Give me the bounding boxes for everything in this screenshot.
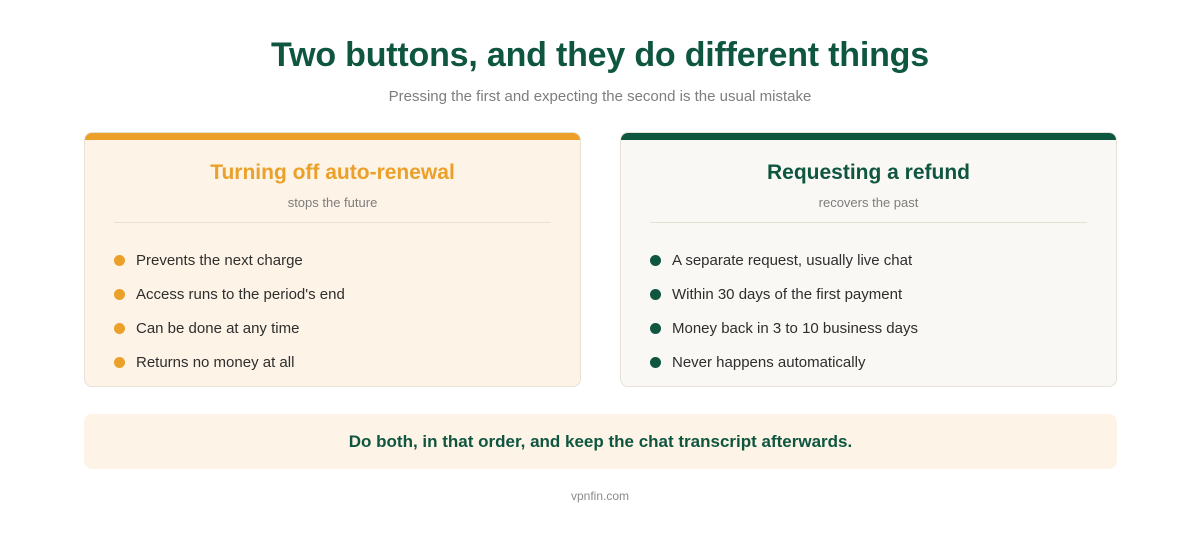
refund-card (620, 132, 1117, 387)
list-item (650, 311, 1096, 345)
bullet-dot-icon (114, 289, 125, 300)
list-item-text: Can be done at any time (136, 319, 300, 337)
card-divider (650, 222, 1087, 223)
card-title: Turning off auto-renewal (210, 161, 455, 184)
auto-renewal-card (84, 132, 581, 387)
list-item (114, 345, 560, 379)
site-footer: vpnfin.com (570, 489, 630, 503)
bullet-dot-icon (114, 323, 125, 334)
list-item-text: A separate request, usually live chat (672, 251, 913, 269)
bullet-dot-icon (650, 323, 661, 334)
list-item-text: Money back in 3 to 10 business days (672, 319, 918, 337)
bullet-dot-icon (650, 255, 661, 266)
card-item-list (650, 243, 1096, 379)
card-item-list (114, 243, 560, 379)
list-item-text: Prevents the next charge (136, 251, 303, 269)
bullet-dot-icon (650, 289, 661, 300)
card-subtitle: recovers the past (818, 195, 919, 210)
advice-note-text: Do both, in that order, and keep the chat transcript afterwards. (348, 431, 853, 451)
list-item (114, 311, 560, 345)
list-item (114, 243, 560, 277)
card-accent-bar (621, 133, 1116, 140)
list-item (650, 277, 1096, 311)
bullet-dot-icon (114, 357, 125, 368)
list-item (650, 243, 1096, 277)
page-subtitle: Pressing the first and expecting the second is the usual mistake (388, 88, 812, 105)
bullet-dot-icon (650, 357, 661, 368)
card-title: Requesting a refund (766, 161, 971, 184)
list-item-text: Returns no money at all (136, 353, 295, 371)
card-subtitle: stops the future (287, 195, 378, 210)
card-accent-bar (85, 133, 580, 140)
list-item-text: Never happens automatically (672, 353, 866, 371)
list-item-text: Access runs to the period's end (136, 285, 345, 303)
advice-note (84, 414, 1117, 469)
page-title: Two buttons, and they do different things (271, 36, 929, 74)
list-item (114, 277, 560, 311)
card-divider (114, 222, 551, 223)
bullet-dot-icon (114, 255, 125, 266)
list-item-text: Within 30 days of the first payment (672, 285, 903, 303)
list-item (650, 345, 1096, 379)
